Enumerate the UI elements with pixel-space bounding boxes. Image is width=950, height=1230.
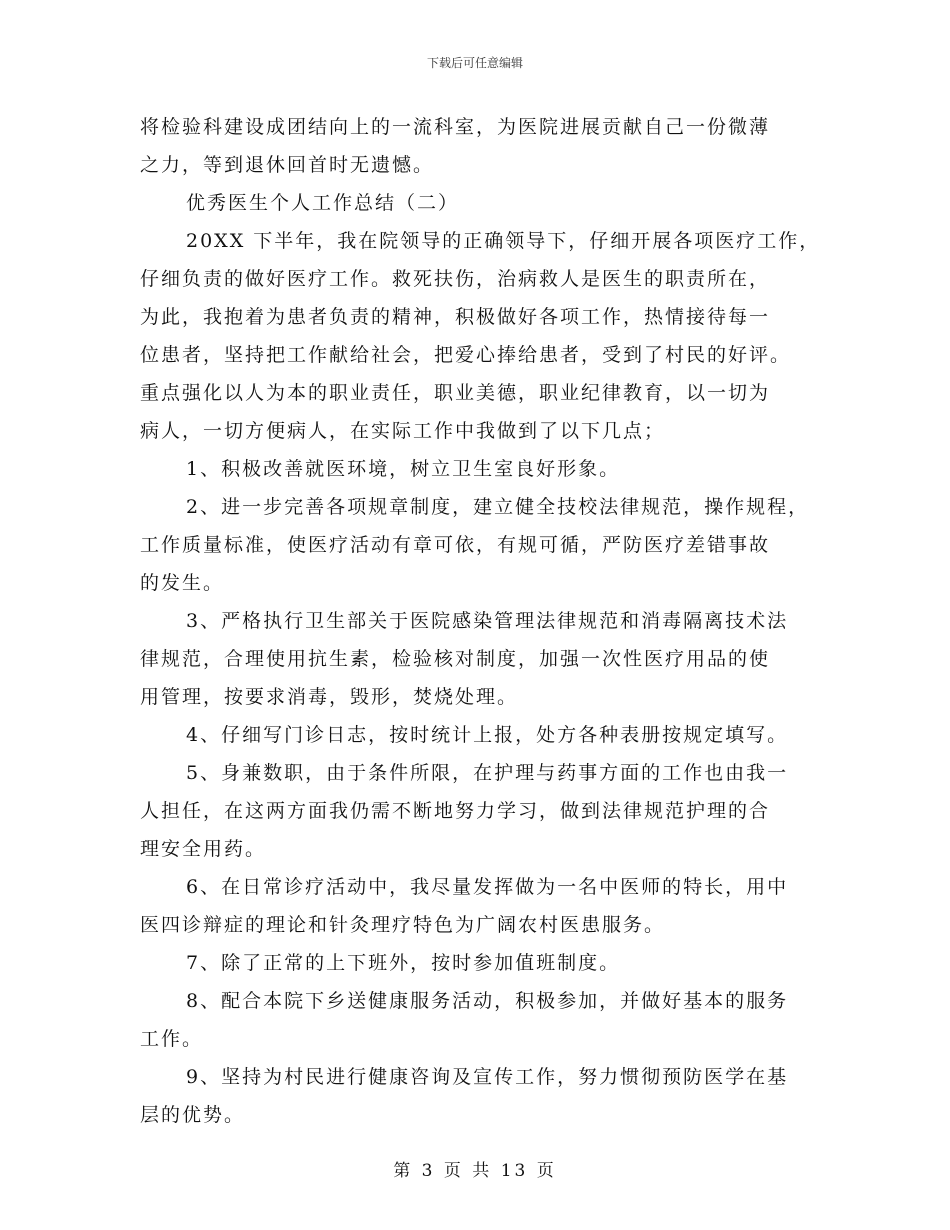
text-line: 工作。 — [140, 1028, 204, 1050]
page-header: 下载后可任意编辑 — [426, 56, 523, 70]
text-line: 人担任，在这两方面我仍需不断地努力学习，做到法律规范护理的合 — [140, 800, 771, 822]
text-line: 层的优势。 — [140, 1104, 246, 1126]
text-line: 重点强化以人为本的职业责任，职业美德，职业纪律教育，以一切为 — [140, 382, 771, 404]
text-line: 理安全用药。 — [140, 838, 267, 860]
text-line: 工作质量标准，使医疗活动有章可依，有规可循，严防医疗差错事故 — [140, 534, 771, 556]
text-line: 医四诊辩症的理论和针灸理疗特色为广阔农村医患服务。 — [140, 914, 666, 936]
text-line: 8、配合本院下乡送健康服务活动，积极参加，并做好基本的服务 — [186, 990, 789, 1012]
text-line: 用管理，按要求消毒，毁形，焚烧处理。 — [140, 686, 519, 708]
text-line: 20XX 下半年，我在院领导的正确领导下，仔细开展各项医疗工作， — [186, 230, 821, 252]
text-line: 律规范，合理使用抗生素，检验核对制度，加强一次性医疗用品的使 — [140, 648, 771, 670]
text-line: 将检验科建设成团结向上的一流科室，为医院进展贡献自己一份微薄 — [140, 116, 771, 138]
text-line: 5、身兼数职，由于条件所限，在护理与药事方面的工作也由我一 — [186, 762, 789, 784]
text-line: 仔细负责的做好医疗工作。救死扶伤，治病救人是医生的职责所在， — [140, 268, 771, 290]
text-line: 1、积极改善就医环境，树立卫生室良好形象。 — [186, 458, 621, 480]
text-line: 为此，我抱着为患者负责的精神，积极做好各项工作，热情接待每一 — [140, 306, 771, 328]
text-line: 4、仔细写门诊日志，按时统计上报，处方各种表册按规定填写。 — [186, 724, 789, 746]
text-line: 6、在日常诊疗活动中，我尽量发挥做为一名中医师的特长，用中 — [186, 876, 789, 898]
text-line: 优秀医生个人工作总结（二） — [186, 192, 460, 214]
text-line: 9、坚持为村民进行健康咨询及宣传工作，努力惯彻预防医学在基 — [186, 1066, 789, 1088]
text-line: 之力，等到退休回首时无遗憾。 — [140, 154, 435, 176]
text-line: 病人，一切方便病人，在实际工作中我做到了以下几点； — [140, 420, 666, 442]
text-line: 2、进一步完善各项规章制度，建立健全技校法律规范，操作规程， — [186, 496, 810, 518]
document-body — [140, 108, 821, 1134]
text-line: 7、除了正常的上下班外，按时参加值班制度。 — [186, 952, 621, 974]
text-line: 3、严格执行卫生部关于医院感染管理法律规范和消毒隔离技术法 — [186, 610, 789, 632]
page-footer: 第 3 页 共 13 页 — [393, 1161, 557, 1181]
text-line: 位患者，坚持把工作献给社会，把爱心捧给患者，受到了村民的好评。 — [140, 344, 792, 366]
text-line: 的发生。 — [140, 572, 225, 594]
